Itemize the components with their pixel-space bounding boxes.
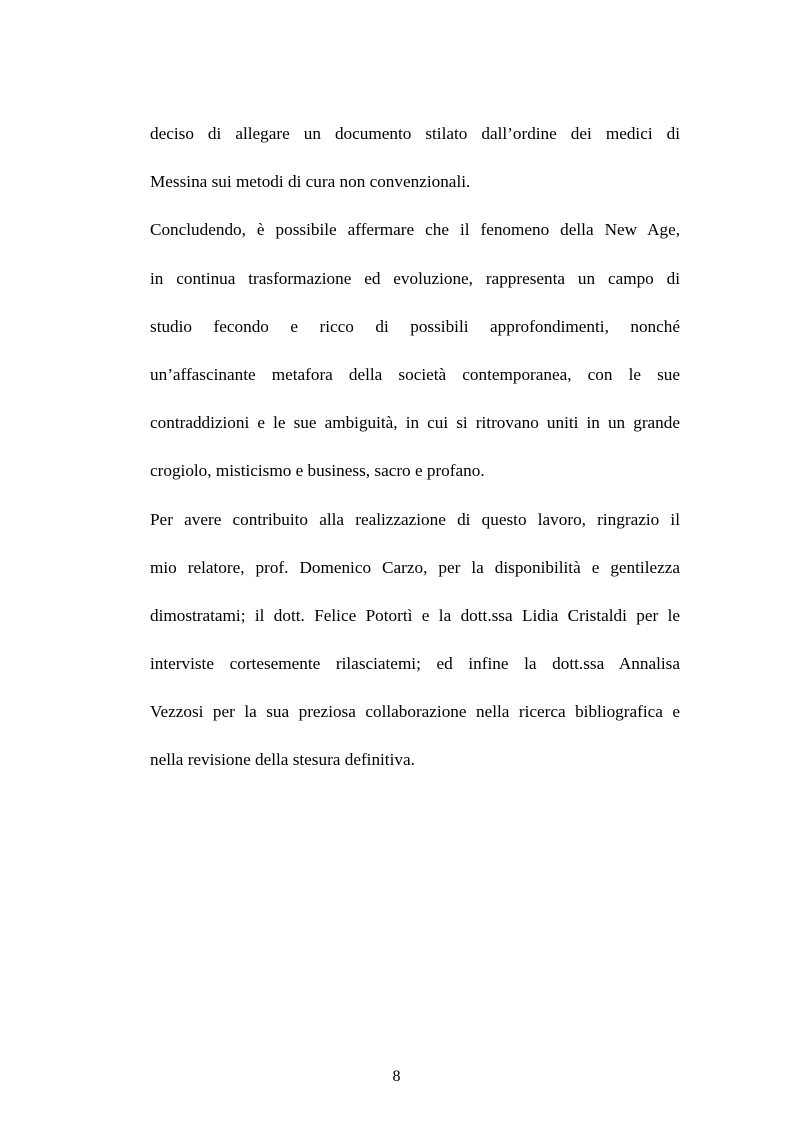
text-line: crogiolo, misticismo e business, sacro e profano.: [150, 461, 485, 481]
text-line: un’affascinante metafora della società contemporanea, con le sue: [150, 364, 680, 384]
text-line: Concludendo, è possibile affermare che il fenomeno della New Age,: [150, 220, 680, 240]
page-number: 8: [392, 1068, 401, 1085]
text-line: Messina sui metodi di cura non convenzionali.: [150, 172, 471, 192]
text-line: nella revisione della stesura definitiva.: [150, 750, 415, 770]
text-line: contraddizioni e le sue ambiguità, in cui si ritrovano uniti in un grande: [150, 413, 680, 433]
text-line: Per avere contribuito alla realizzazione di questo lavoro, ringrazio il: [150, 509, 680, 529]
text-line: deciso di allegare un documento stilato dall’ordine dei medici di: [150, 124, 680, 143]
text-line: in continua trasformazione ed evoluzione, rappresenta un campo di: [150, 268, 680, 288]
text-line: Vezzosi per la sua preziosa collaborazione nella ricerca bibliografica e: [150, 702, 680, 722]
text-line: dimostratami; il dott. Felice Potortì e la dott.ssa Lidia Cristaldi per le: [150, 605, 680, 625]
body-text: [150, 116, 680, 791]
text-line: interviste cortesemente rilasciatemi; ed infine la dott.ssa Annalisa: [150, 654, 680, 674]
text-line: mio relatore, prof. Domenico Carzo, per la disponibilità e gentilezza: [150, 557, 680, 577]
text-line: studio fecondo e ricco di possibili approfondimenti, nonché: [150, 316, 680, 336]
